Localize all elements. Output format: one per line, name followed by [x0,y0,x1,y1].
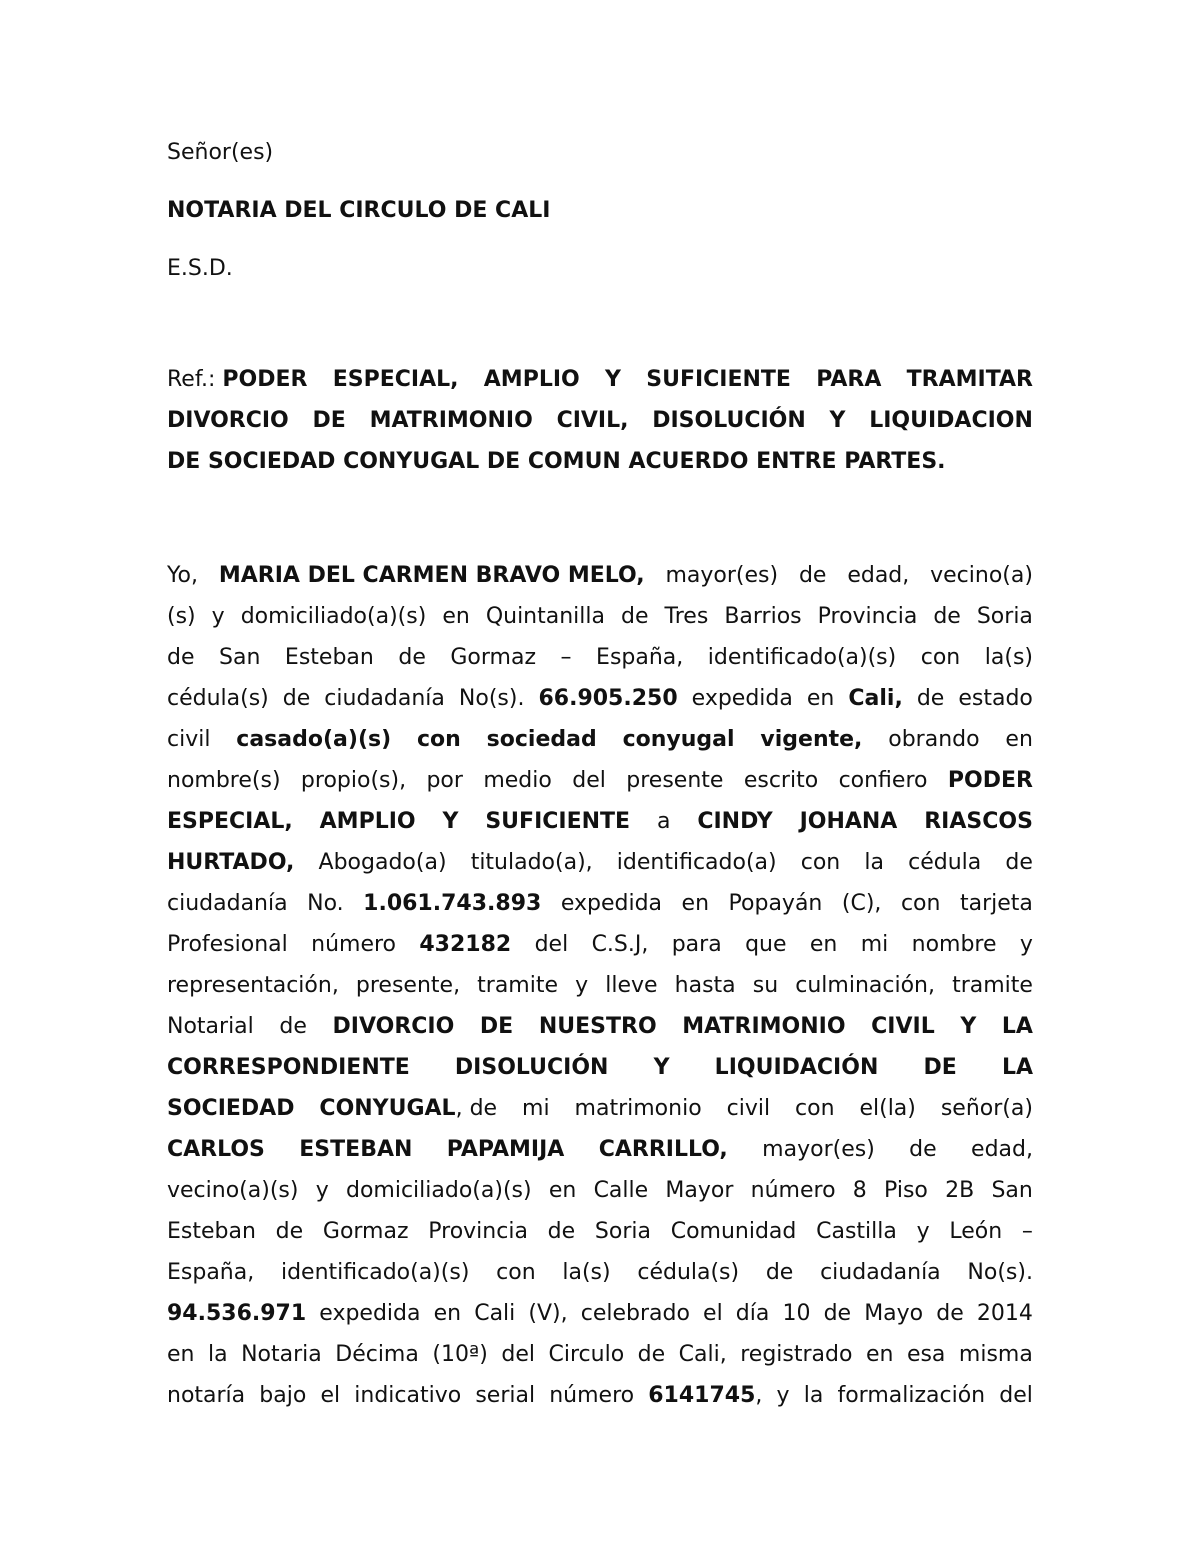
reference-line-3: DE SOCIEDAD CONYUGAL DE COMUN ACUERDO ENTRE PARTES. [167,449,946,474]
body-line-15: CARLOS ESTEBAN PAPAMIJA CARRILLO, mayor(es) de edad, [167,1137,1033,1162]
body-line-20: en la Notaria Décima (10ª) del Circulo de Cali, registrado en esa misma [167,1342,1033,1367]
body-line-10: Profesional número 432182 del C.S.J, para que en mi nombre y [167,932,1033,957]
body-line-2: (s) y domiciliado(a)(s) en Quintanilla de Tres Barrios Provincia de Soria [167,604,1033,629]
body-line-19: 94.536.971 expedida en Cali (V), celebrado el día 10 de Mayo de 2014 [167,1301,1033,1326]
body-line-12: Notarial de DIVORCIO DE NUESTRO MATRIMONIO CIVIL Y LA [167,1014,1033,1039]
body-line-21: notaría bajo el indicativo serial número 6141745, y la formalización del [167,1383,1033,1408]
body-line-18: España, identificado(a)(s) con la(s) cédula(s) de ciudadanía No(s). [167,1260,1033,1285]
esd-line: E.S.D. [167,256,233,281]
body-line-4: cédula(s) de ciudadanía No(s). 66.905.250 expedida en Cali, de estado [167,686,1033,711]
salutation: Señor(es) [167,140,274,165]
body-line-14: SOCIEDAD CONYUGAL, de mi matrimonio civil con el(la) señor(a) [167,1096,1033,1121]
body-line-3: de San Esteban de Gormaz – España, identificado(a)(s) con la(s) [167,645,1033,670]
body-line-6: nombre(s) propio(s), por medio del presente escrito confiero PODER [167,768,1033,793]
body-line-16: vecino(a)(s) y domiciliado(a)(s) en Calle Mayor número 8 Piso 2B San [167,1178,1033,1203]
body-line-5: civil casado(a)(s) con sociedad conyugal vigente, obrando en [167,727,1033,752]
reference-line-2: DIVORCIO DE MATRIMONIO CIVIL, DISOLUCIÓN Y LIQUIDACION [167,408,1033,433]
body-line-17: Esteban de Gormaz Provincia de Soria Comunidad Castilla y León – [167,1219,1033,1244]
addressee: NOTARIA DEL CIRCULO DE CALI [167,198,551,223]
reference-line-1: Ref.: PODER ESPECIAL, AMPLIO Y SUFICIENTE PARA TRAMITAR [167,367,1033,392]
body-line-11: representación, presente, tramite y lleve hasta su culminación, tramite [167,973,1033,998]
body-line-13: CORRESPONDIENTE DISOLUCIÓN Y LIQUIDACIÓN DE LA [167,1055,1033,1080]
body-line-8: HURTADO, Abogado(a) titulado(a), identificado(a) con la cédula de [167,850,1033,875]
body-line-1: Yo, MARIA DEL CARMEN BRAVO MELO, mayor(es) de edad, vecino(a) [167,563,1033,588]
body-line-9: ciudadanía No. 1.061.743.893 expedida en Popayán (C), con tarjeta [167,891,1033,916]
body-line-7: ESPECIAL, AMPLIO Y SUFICIENTE a CINDY JOHANA RIASCOS [167,809,1033,834]
